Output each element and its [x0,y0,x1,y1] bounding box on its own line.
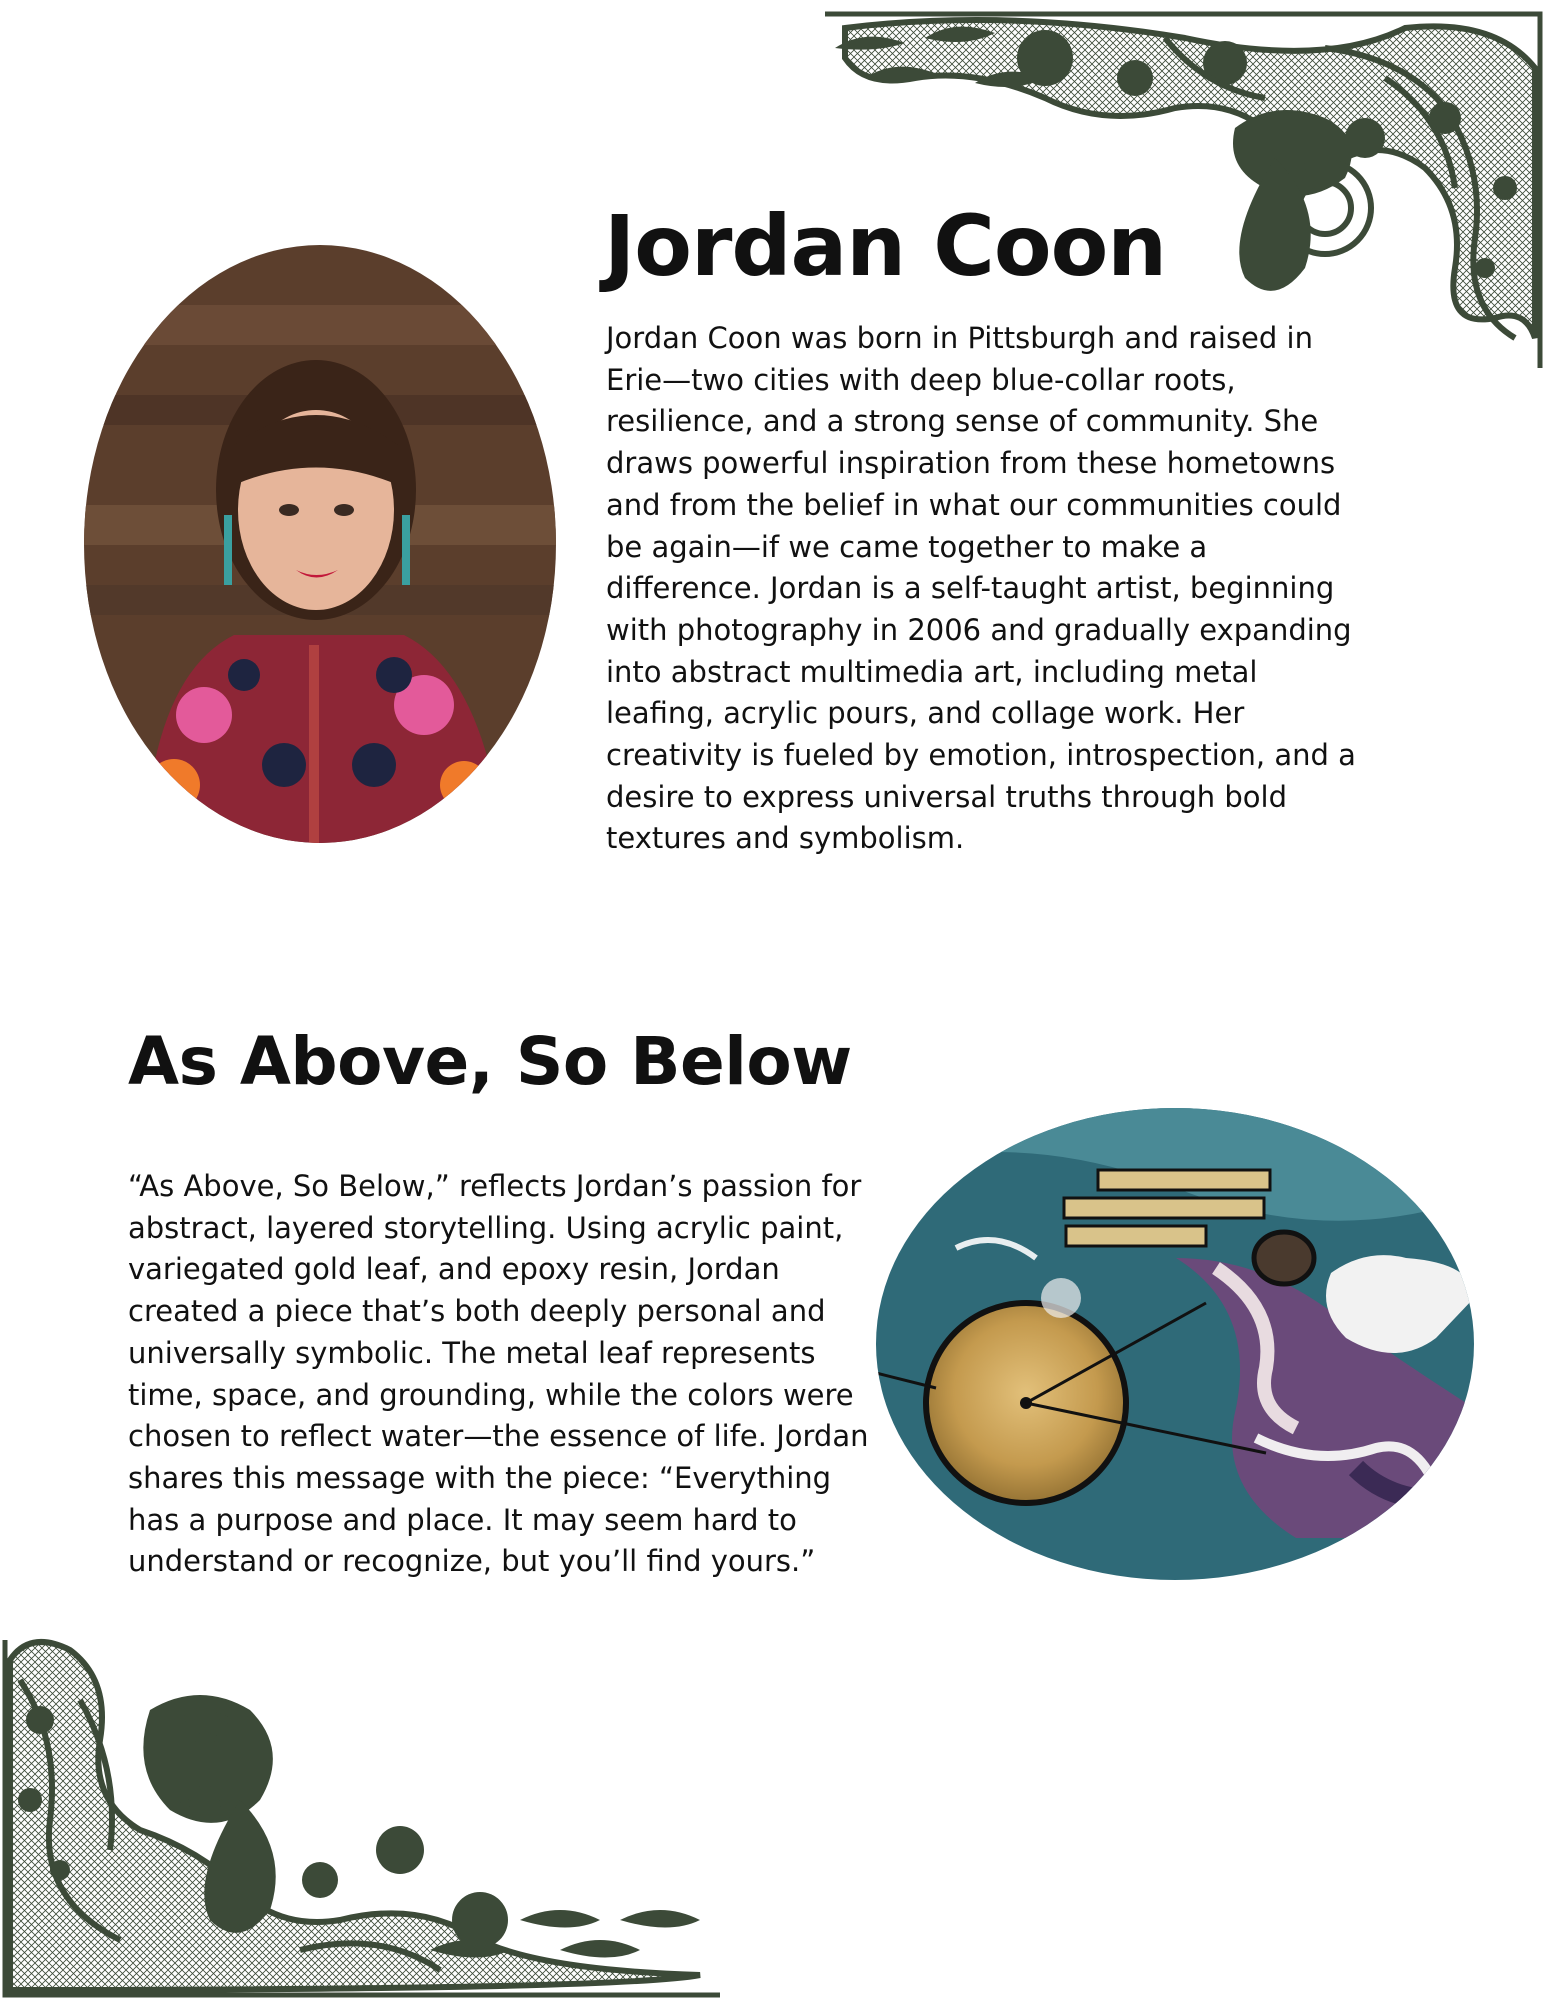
artwork-description: “As Above, So Below,” reflects Jordan’s passion for abstract, layered storytelling. Using acrylic paint, variegated gold leaf, and epoxy resin, Jordan created a piece that’s both deeply personal and universally symbolic. The metal leaf represents time, space, and grounding, while the colors were chosen to reflect water—the essence of life. Jordan shares this message with the piece: “Everything has a purpose and place. It may seem hard to understand or recognize, but you’ll find yours.” [128,1169,869,1579]
artist-name-title: Jordan Coon [604,197,1167,295]
artist-portrait [84,245,556,843]
artwork-image [876,1108,1474,1580]
artwork-title: As Above, So Below [128,1023,852,1100]
artist-bio: Jordan Coon was born in Pittsburgh and raised in Erie—two cities with deep blue-collar roots, resilience, and a strong sense of community. She draws powerful inspiration from these hometowns and from the belief in what our communities could be again—if we came together to make a difference. Jordan is a self-taught artist, beginning with photography in 2006 and gradually expanding into abstract multimedia art, including metal leafing, acrylic pours, and collage work. Her creativity is fueled by emotion, introspection, and a desire to express universal truths through bold textures and symbolism. [606,321,1356,856]
lace-corner-bottom-left [0,1620,740,2000]
